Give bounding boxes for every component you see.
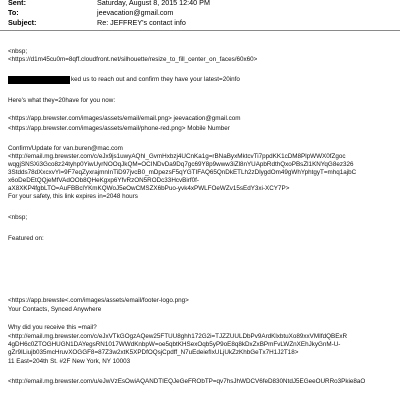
asked-line: ked us to reach out and confirm they have your latest=20info bbox=[71, 76, 240, 83]
silhouette-image-link[interactable]: <https://d1m45cu0m=8qff.cloudfront.net/silhouette/resize_to_fill_center_on_faces/60x60> bbox=[8, 56, 258, 63]
contacts-tagline: Your Contacts, Synced Anywhere bbox=[8, 306, 102, 313]
nbsp-line: <nbsp; bbox=[8, 214, 28, 221]
footer-logo-link[interactable]: <https://app.brewste<.com/images/assets/email/footer-logo.png> bbox=[8, 297, 189, 304]
subject-value: Re: JEFFREY's contact info bbox=[97, 18, 186, 27]
header-divider bbox=[0, 30, 400, 31]
subject-label: Subject: bbox=[8, 18, 37, 27]
sent-value: Saturday, August 8, 2015 12:40 PM bbox=[97, 0, 210, 7]
why-url-line[interactable]: <http://email.mg.brewster.com/c/eJxVTkGOgzAQew25FTUU8ghh172G2i=TJZZUULDbPv9ArdKlxbtuXo89xxVMIfdQBExR bbox=[8, 333, 348, 340]
why-received-line: Why did you receive this =mail? bbox=[8, 324, 97, 331]
email-header bbox=[8, 0, 400, 29]
confirm-url-line[interactable]: wqgjSNSXi3Gco8z24tyhp0YiwUyrNOOqJkQM=OCINDvDa9Dq7gc69Y8p9www3iZl8nYUApbRdthQxoPBsZl1KNYqG8ez326 bbox=[8, 161, 354, 168]
redaction-bar bbox=[8, 76, 70, 84]
phone-image-link[interactable]: <https://app.brewster.com/images/assets/email/phone-red.png> Mobile Number bbox=[8, 125, 230, 132]
nbsp-line: <nbsp; bbox=[8, 48, 28, 55]
to-value: jeevacation@gmail.com bbox=[97, 8, 174, 17]
confirm-line: Confirm/Update for van.buren@mac.com bbox=[8, 145, 123, 152]
why-url-line[interactable]: gZr9ILiujb035mcHruvXOGGF8=87Z3w2xtK5XPDfOQsjCpdff_N7uEdeiefIxULjUkZzKhbGeTx7H1J2T18> bbox=[8, 349, 299, 356]
confirm-url-line[interactable]: <http://email.mg.brewster.com/c/eJx9js1uwyAQhl_GvmHxbzj4UCnKa1g=rBNaByxMktcvTi7ppdKK1cDM8PlpWWX0fZgoc bbox=[8, 153, 346, 160]
unsubscribe-url-line[interactable]: <http://email.mg.brewster.com/u/eJwVzEsOwiAQANDTIEQJeGeFRObTP=qv7hsJhWDCV6feD830NtdJ5EGeeOURRo3Pkie8aO bbox=[8, 378, 366, 385]
sent-label: Sent: bbox=[8, 0, 26, 7]
confirm-url-line[interactable]: 3Stdds78dXxcxvYl=9F7eqZyxrajmnInTiD97jvcB0_mDpezsF5qYGTIFAQ65QnDkETLh2zDlygdOm49gWhYphtgyT=mhq1ajbC bbox=[8, 169, 357, 176]
confirm-url-line[interactable]: x6oDeDEtQQjeMfVAdOOb8QHeKgxp6YfvRzON5RODc33HcvBirf0f- bbox=[8, 177, 199, 184]
address-line: 11 East=204th St. #2F New York, NY 10003 bbox=[8, 358, 131, 365]
confirm-url-line[interactable]: aX8XKP4fgbLTO=AuFBBclYKmKQWoJ5eOwCMSZX6bPuo-yvk4xPWLFOeWZv15sEdY3xi-XCY7P> bbox=[8, 185, 290, 192]
email-image-link[interactable]: <https://app.brewster.com/images/assets/email/email.png> jeevacation@gmail.com bbox=[8, 115, 241, 122]
safety-line: For your safety, this link expires in=2048 hours bbox=[8, 193, 138, 200]
here-line: Here's what they=20have for you now: bbox=[8, 97, 116, 104]
why-url-line[interactable]: 4gDH6c0ZTOGHUGN1DAYegsRN1017WWdKnbpW=oe5qbtKHSexOqb5yP9oE8q8kDxZxBPmFvLWZnXEhJkyGnM-U- bbox=[8, 341, 341, 348]
to-label: To: bbox=[8, 8, 19, 17]
featured-on-label: Featured on: bbox=[8, 235, 44, 242]
